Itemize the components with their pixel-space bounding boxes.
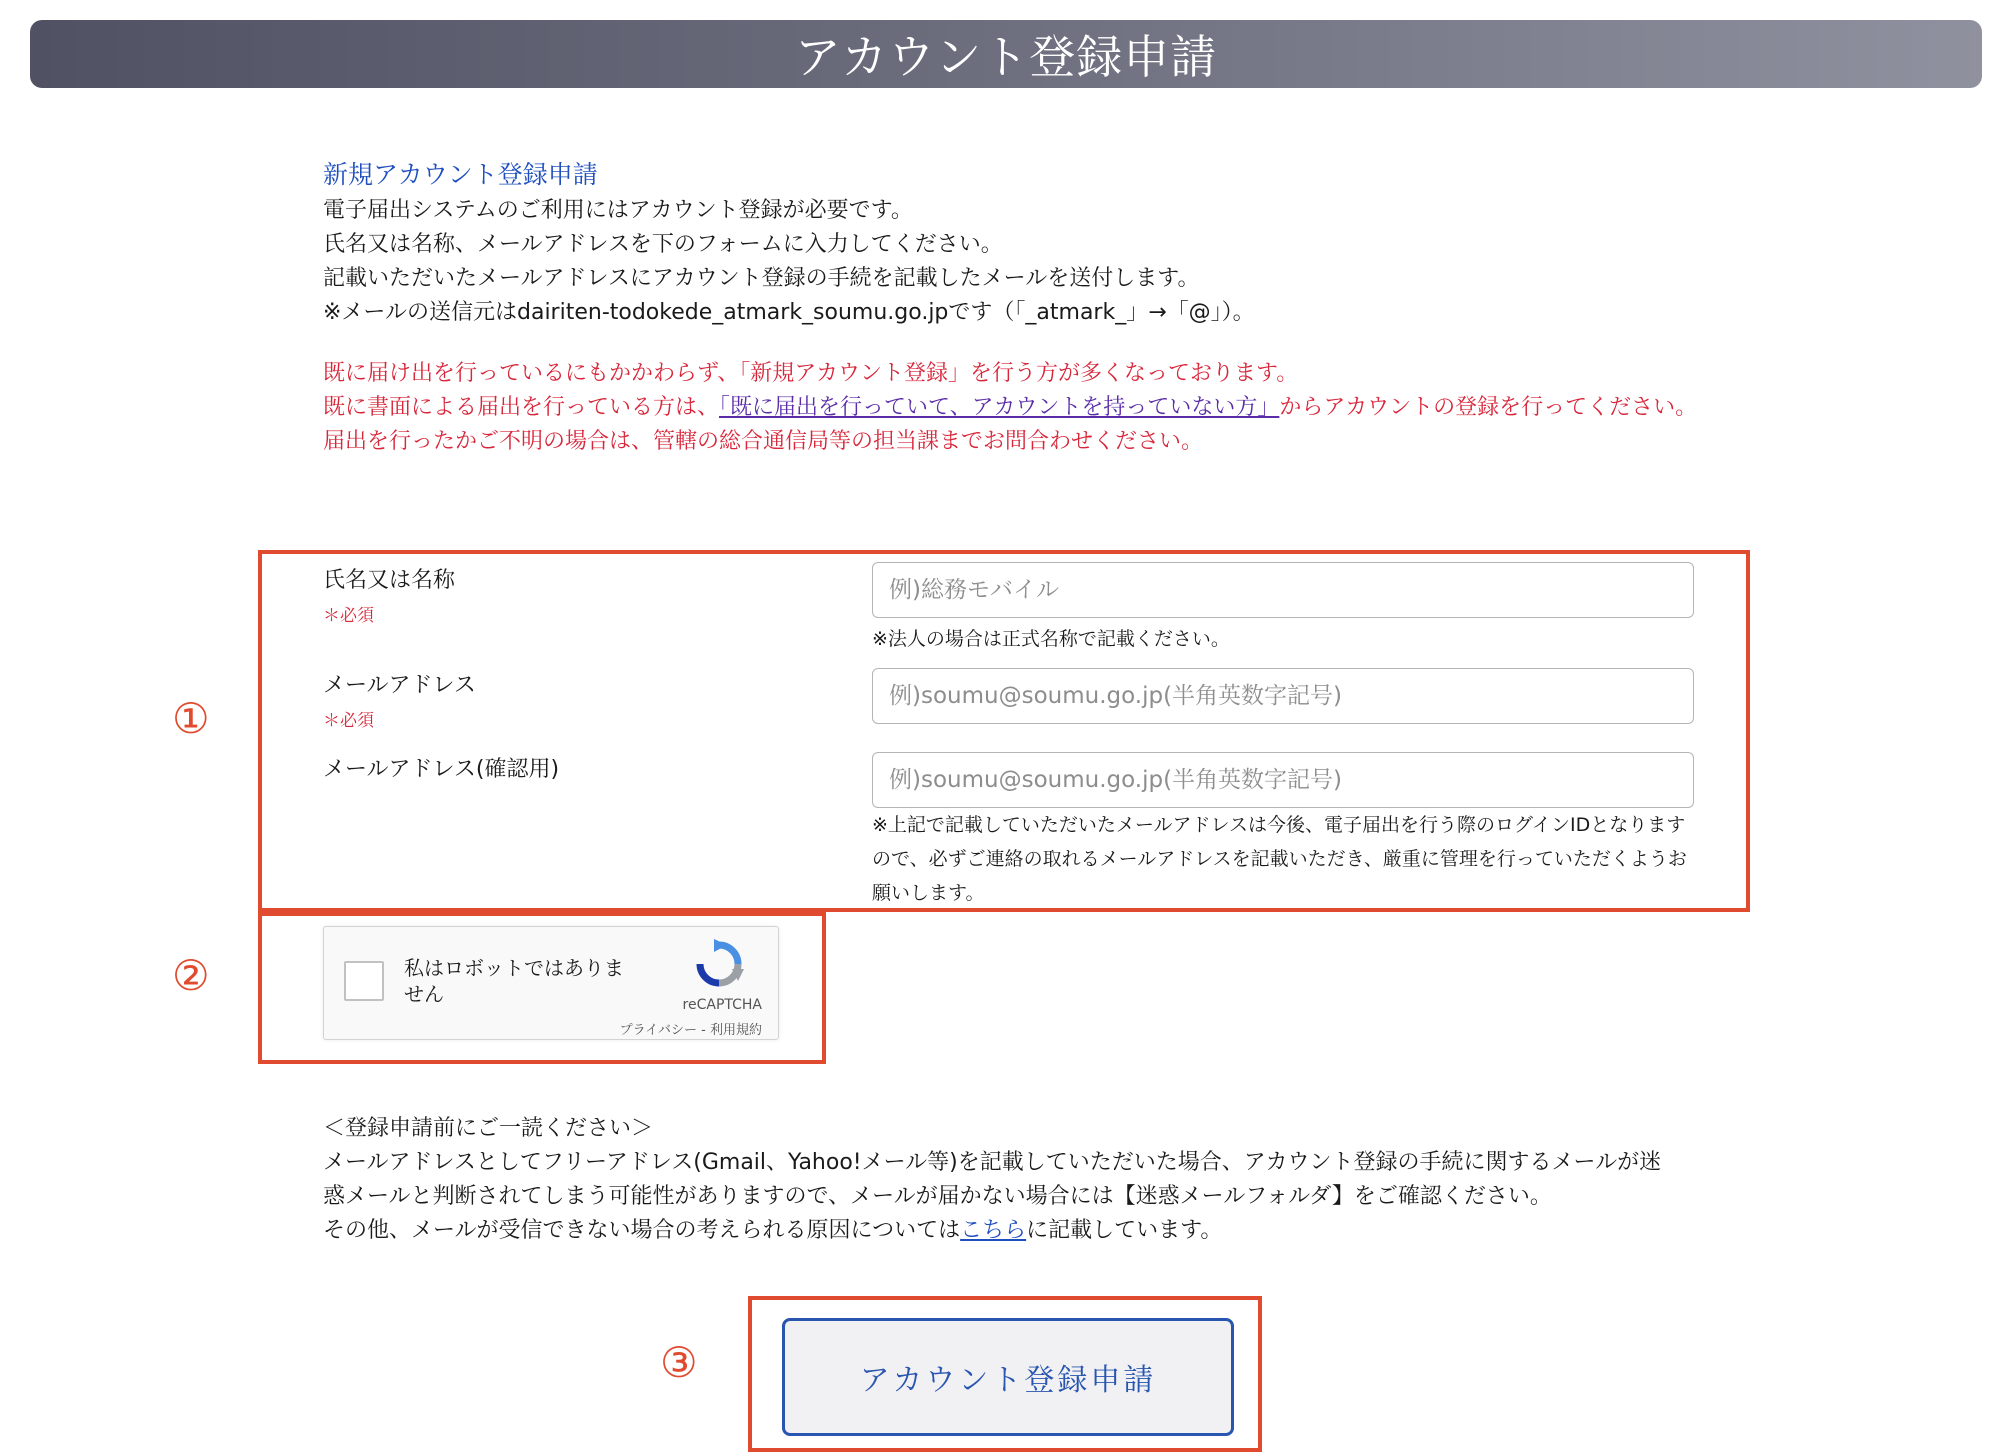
intro-line: 記載いただいたメールアドレスにアカウント登録の手続を記載したメールを送付します。 xyxy=(323,266,1200,291)
email-confirm-input[interactable] xyxy=(872,752,1694,808)
email-input[interactable] xyxy=(872,668,1694,724)
recaptcha-links xyxy=(620,1019,762,1038)
step-marker-2: ② xyxy=(172,951,210,1000)
notice-line: 届出を行ったかご不明の場合は、管轄の総合通信局等の担当課までお問合わせください。 xyxy=(323,429,1204,454)
readme-line: 惑メールと判断されてしまう可能性がありますので、メールが届かない場合には【迷惑メールフォルダ】をご確認ください。 xyxy=(323,1184,1552,1209)
step-marker-3: ③ xyxy=(660,1338,698,1387)
readme-title: ＜登録申請前にご一読ください＞ xyxy=(323,1116,654,1141)
submit-registration-button[interactable]: アカウント登録申請 xyxy=(782,1318,1234,1436)
recaptcha-separator: - xyxy=(697,1023,710,1038)
page-header xyxy=(30,20,1982,88)
notice-text: からアカウントの登録を行ってください。 xyxy=(1279,395,1698,420)
page-title: アカウント登録申請 xyxy=(794,30,1218,84)
readme-line: メールアドレスとしてフリーアドレス(Gmail、Yahoo!メール等)を記載していただいた場合、アカウント登録の手続に関するメールが迷 xyxy=(323,1150,1662,1175)
notice-line xyxy=(323,391,1703,425)
email-confirm-note: ※上記で記載していただいたメールアドレスは今後、電子届出を行う際のログインIDとなりますので、必ずご連絡の取れるメールアドレスを記載いただき、厳重に管理を行っていただくようお願いします。 xyxy=(872,814,1687,904)
recaptcha-brand: reCAPTCHA xyxy=(682,997,762,1013)
recaptcha-privacy-link[interactable]: プライバシー xyxy=(619,1023,698,1038)
name-note: ※法人の場合は正式名称で記載ください。 xyxy=(872,628,1230,650)
recaptcha-widget xyxy=(323,926,779,1040)
name-required-mark: ＊必須 xyxy=(323,606,374,626)
name-input[interactable] xyxy=(872,562,1694,618)
email-label: メールアドレス xyxy=(323,673,476,698)
recaptcha-logo-icon xyxy=(694,939,744,989)
notice-section xyxy=(323,357,1703,459)
recaptcha-label: 私はロボットではありません xyxy=(404,956,624,1006)
intro-heading: 新規アカウント登録申請 xyxy=(323,160,598,189)
readme-text: に記載しています。 xyxy=(1026,1218,1223,1243)
email-required-mark: ＊必須 xyxy=(323,711,374,731)
intro-section xyxy=(323,156,1703,330)
readme-text: その他、メールが受信できない場合の考えられる原因については xyxy=(323,1218,961,1243)
step-marker-1: ① xyxy=(172,694,210,743)
notice-text: 既に書面による届出を行っている方は、 xyxy=(323,395,720,420)
intro-line: 電子届出システムのご利用にはアカウント登録が必要です。 xyxy=(323,198,913,223)
email-confirm-label: メールアドレス(確認用) xyxy=(323,757,560,782)
intro-line: 氏名又は名称、メールアドレスを下のフォームに入力してください。 xyxy=(323,232,1003,257)
readme-here-link[interactable]: こちら xyxy=(960,1218,1027,1243)
name-label: 氏名又は名称 xyxy=(323,568,456,593)
intro-line: ※メールの送信元はdairiten-todokede_atmark_soumu.go.jpです（「_atmark_」→「@」）。 xyxy=(323,300,1255,325)
readme-line xyxy=(323,1214,1723,1248)
existing-account-link[interactable]: 「既に届出を行っていて、アカウントを持っていない方」 xyxy=(719,395,1280,420)
recaptcha-checkbox[interactable] xyxy=(344,961,384,1001)
notice-line: 既に届け出を行っているにもかかわらず、「新規アカウント登録」を行う方が多くなっております。 xyxy=(323,361,1299,386)
readme-section xyxy=(323,1112,1723,1248)
recaptcha-terms-link[interactable]: 利用規約 xyxy=(709,1023,762,1038)
